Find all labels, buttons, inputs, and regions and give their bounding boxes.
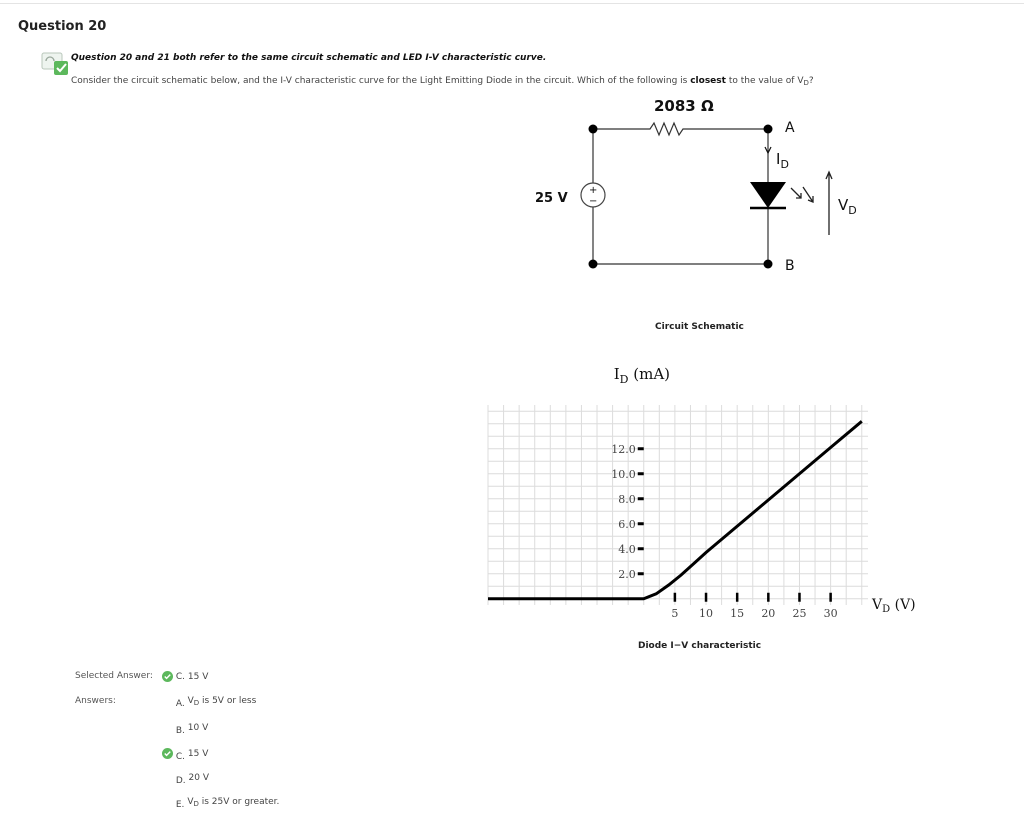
question-prompt: Consider the circuit schematic below, and the I-V characteristic curve for the Light Emitting Diode in the circuit. Which of the following is closest to the value of $V_D$? bbox=[71, 76, 814, 87]
led-diode-icon bbox=[750, 182, 786, 208]
x-tick-label: 20 bbox=[761, 606, 776, 620]
answer-letter: D. bbox=[175, 776, 186, 786]
x-tick-label: 30 bbox=[823, 606, 838, 620]
answer-text: 20 V bbox=[188, 773, 210, 783]
source-plus: + bbox=[589, 185, 598, 196]
x-tick-label: 10 bbox=[699, 606, 714, 620]
answer-option bbox=[162, 748, 208, 760]
voltage-label: $V_D$ bbox=[838, 196, 857, 217]
voltage-arrow-icon bbox=[826, 172, 832, 235]
top-divider bbox=[0, 3, 1024, 4]
left-bottom-wire bbox=[593, 129, 768, 264]
answer-text: $V_D$ is 25V or greater. bbox=[187, 797, 280, 808]
answer-letter: B. bbox=[175, 726, 185, 736]
node-b-dot bbox=[764, 260, 773, 269]
circuit-schematic bbox=[520, 90, 880, 280]
x-tick-label: 25 bbox=[792, 606, 807, 620]
schematic-caption: Circuit Schematic bbox=[655, 322, 744, 332]
answer-text: $V_D$ is 5V or less bbox=[187, 696, 257, 707]
node-top-left bbox=[589, 125, 598, 134]
answer-letter: E. bbox=[175, 800, 185, 810]
node-a-dot bbox=[764, 125, 773, 134]
x-tick-label: 5 bbox=[671, 606, 679, 620]
x-tick-label: 15 bbox=[730, 606, 745, 620]
answer-text: 10 V bbox=[187, 723, 209, 733]
selected-answer-letter: C. bbox=[175, 672, 186, 682]
answer-text: 15 V bbox=[187, 749, 209, 759]
node-b-label: B bbox=[785, 258, 795, 274]
node-bottom-left bbox=[589, 260, 598, 269]
answer-option bbox=[162, 797, 279, 808]
answer-option bbox=[162, 723, 208, 734]
node-a-label: A bbox=[785, 120, 795, 136]
current-label: $I_D$ bbox=[776, 150, 789, 171]
y-tick-label: 8.0 bbox=[618, 492, 636, 506]
iv-chart bbox=[470, 355, 930, 635]
y-tick-label: 12.0 bbox=[611, 442, 636, 456]
y-axis-label: $I_D$ (mA) bbox=[613, 365, 671, 386]
selected-answer-text: 15 V bbox=[187, 672, 209, 682]
chart-caption: Diode I−V characteristic bbox=[638, 641, 762, 651]
answer-letter: A. bbox=[175, 699, 185, 709]
source-label: 25 V bbox=[535, 191, 568, 206]
x-axis-label: $V_D$ (V) bbox=[872, 596, 916, 615]
y-tick-label: 10.0 bbox=[611, 467, 636, 481]
question-title: Question 20 bbox=[18, 19, 107, 34]
resistor-label: 2083 Ω bbox=[654, 97, 714, 115]
y-tick-label: 2.0 bbox=[618, 567, 636, 581]
selected-answer bbox=[162, 671, 208, 682]
question-intro: Question 20 and 21 both refer to the same circuit schematic and LED I-V characteristic curve. bbox=[71, 53, 547, 63]
selected-answer-label: Selected Answer: bbox=[75, 671, 153, 681]
correct-check-icon bbox=[162, 748, 173, 759]
answers-label: Answers: bbox=[75, 696, 116, 706]
source-minus: − bbox=[589, 196, 598, 207]
light-emission-arrows-icon bbox=[791, 187, 813, 202]
top-wire-resistor bbox=[593, 123, 768, 135]
answer-letter: C. bbox=[175, 752, 186, 762]
answer-option bbox=[162, 696, 256, 707]
y-tick-label: 6.0 bbox=[618, 517, 636, 531]
y-tick-label: 4.0 bbox=[618, 542, 636, 556]
correct-check-icon bbox=[162, 671, 173, 682]
answer-option bbox=[162, 773, 209, 784]
graded-check-icon bbox=[41, 52, 69, 76]
